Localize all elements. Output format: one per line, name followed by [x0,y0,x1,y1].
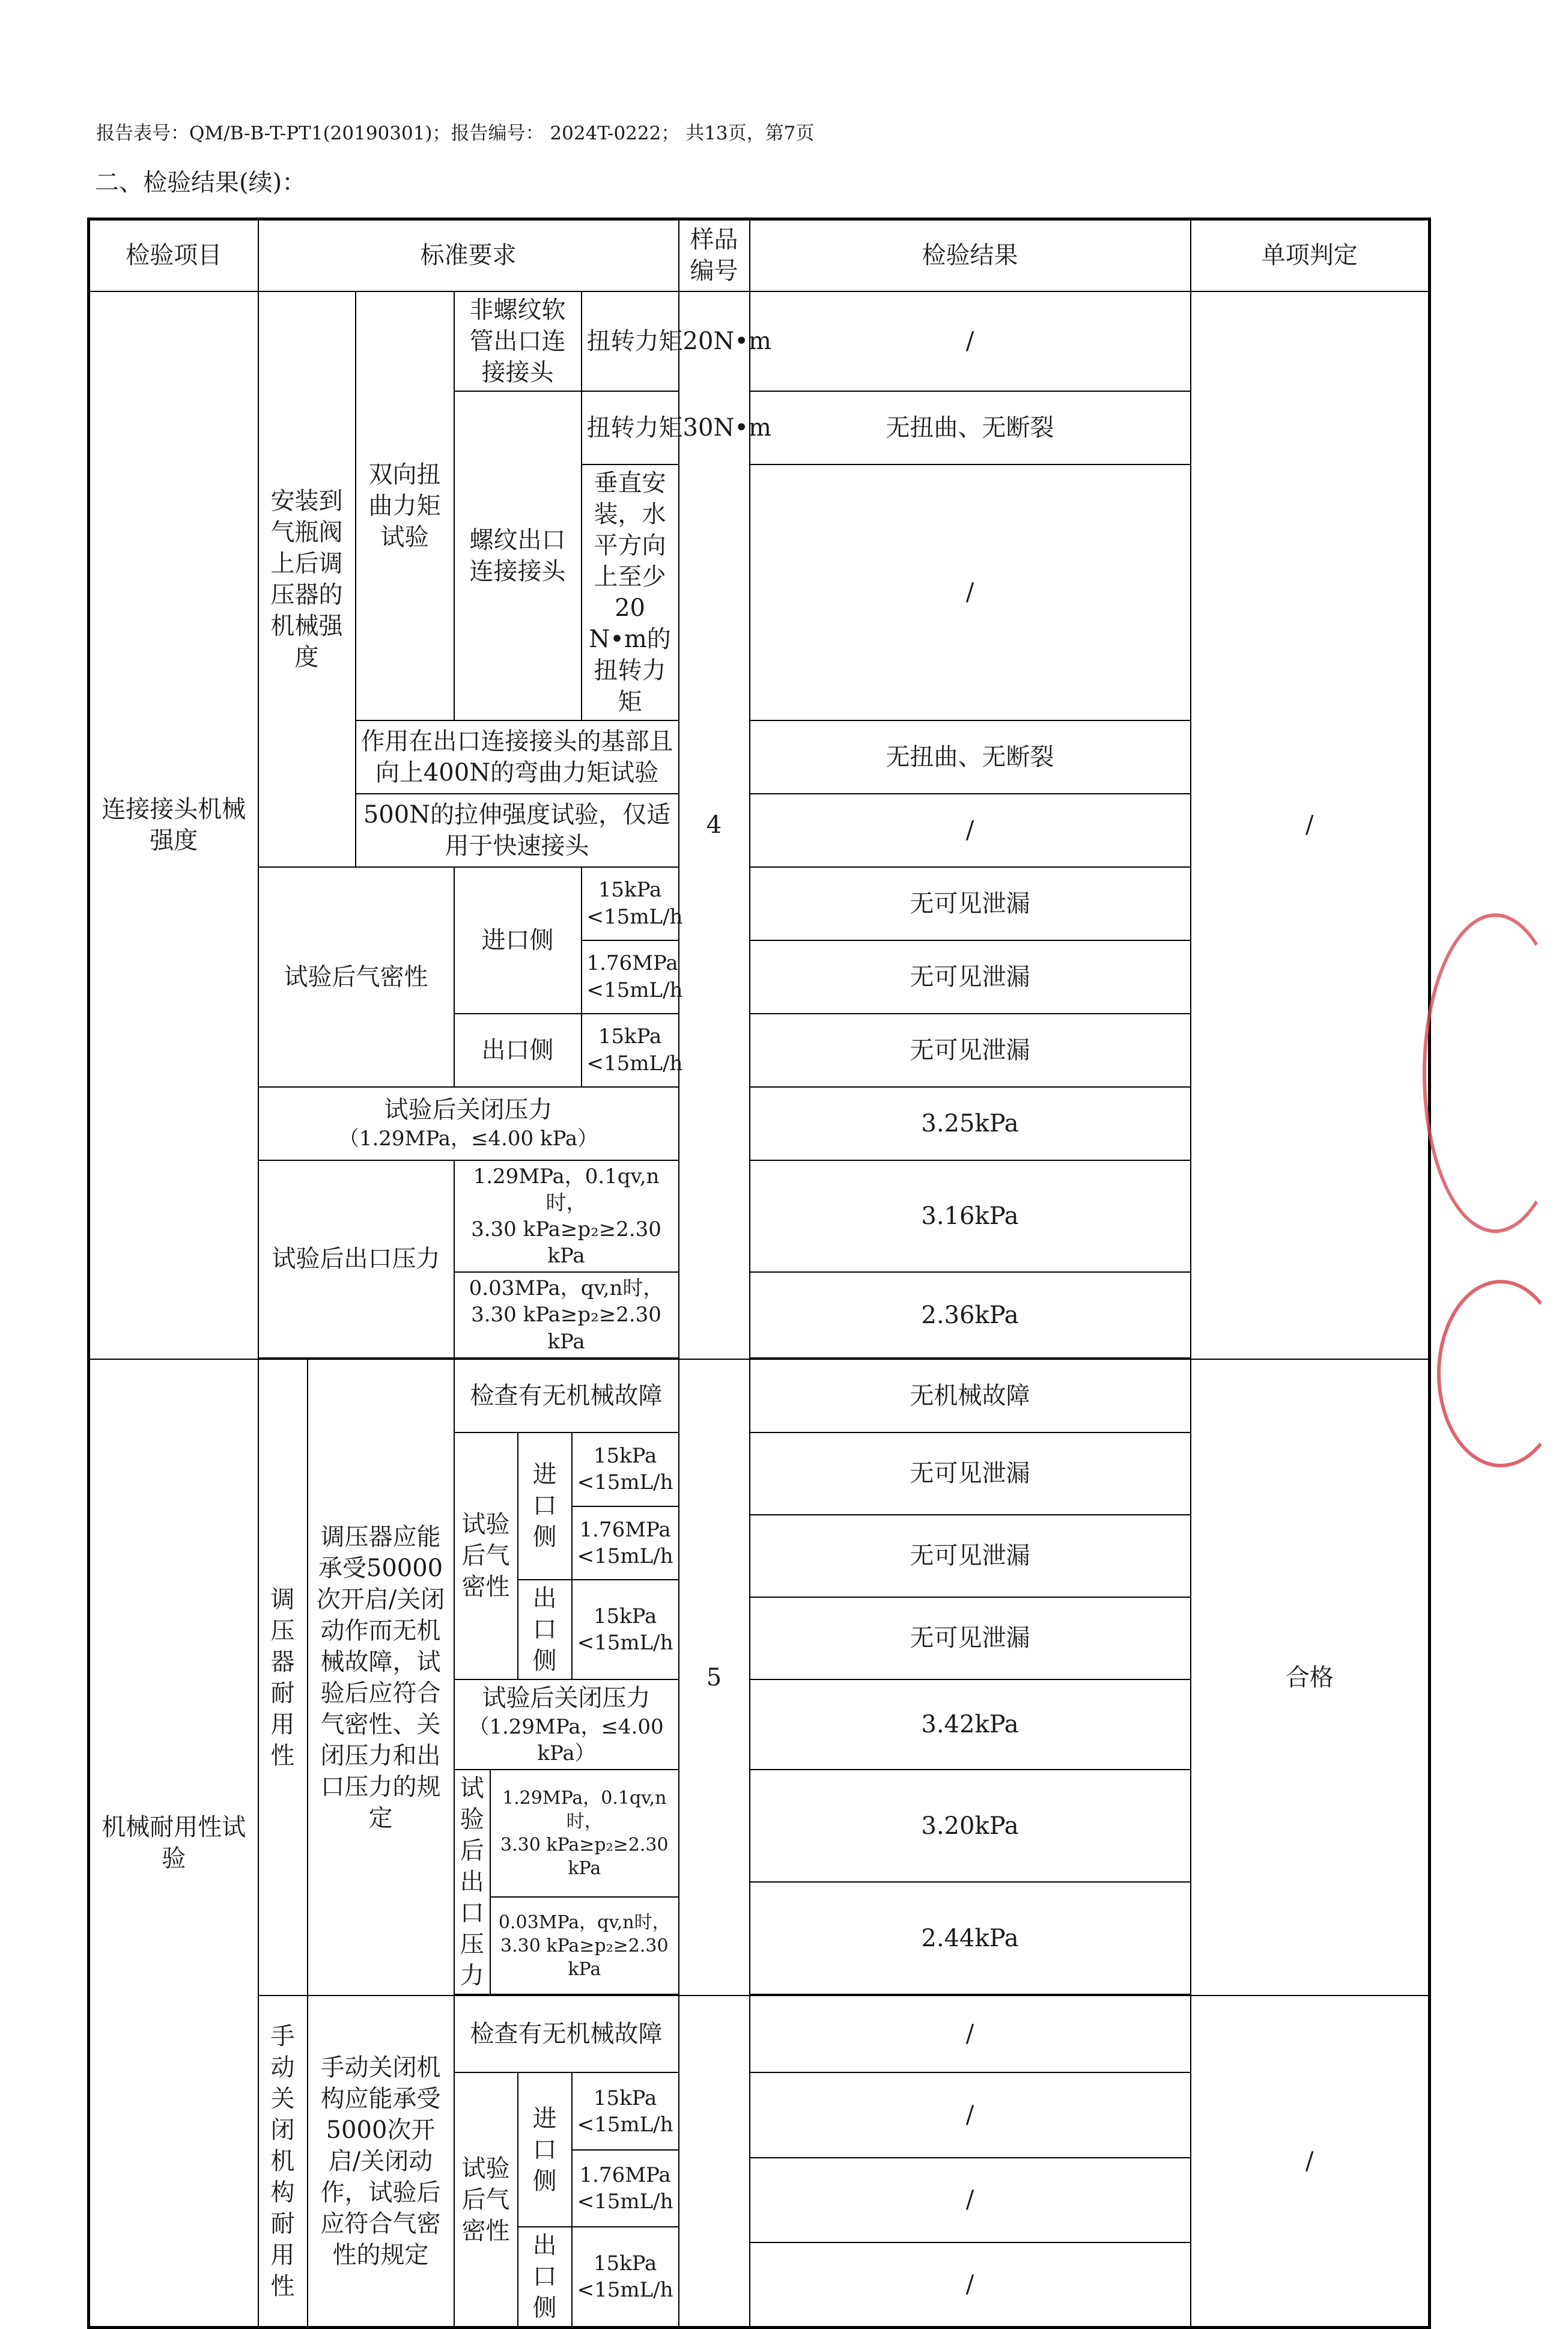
judgement-cell: / [1191,1996,1430,2328]
sample-number-4: 4 [679,291,750,1359]
req-vertical-torque: 垂直安装，水平方向上至少20 N•m的扭转力矩 [582,464,679,720]
out-cond-2 [490,1897,678,1994]
cond-15kpa: 15kPa <15mL/h [572,2073,678,2150]
out-cond-2-a: 0.03MPa，qv,n时， [469,1276,664,1301]
label-regulator-durability: 调 压 器 耐 用 性 [258,1359,308,1996]
result-cell: 2.44kPa [750,1882,1191,1994]
inspection-results-table [87,218,1431,2329]
req-man-inlet: 进口侧 [518,2073,572,2227]
result-cell: 无可见泄漏 [750,867,1191,940]
result-cell: / [750,794,1191,867]
label-manual-durability: 手 动 关 闭 机 构 耐 用 性 [258,1996,308,2328]
req-outlet: 出口侧 [454,1014,582,1087]
result-cell: 无可见泄漏 [750,1597,1191,1679]
req-man-outlet: 出口侧 [518,2227,572,2326]
man-airtight-subtable [455,2073,678,2326]
table-row [89,291,1430,391]
result-cell: / [750,2242,1191,2328]
req-non-thread: 非螺纹软管出口连接接头 [454,291,582,391]
out-cond-1-b: 3.30 kPa≥p₂≥2.30 kPa [471,1217,661,1268]
table-header-row [89,219,1430,291]
req-man-check-fault: 检查有无机械故障 [454,1996,679,2072]
req-airtight: 试验后气密性 [258,867,454,1087]
result-cell: / [750,291,1191,391]
req-inlet-2: 进口侧 [518,1433,572,1580]
req-torque-test: 双向扭曲力矩试验 [356,291,454,720]
req-close-pressure-2 [454,1679,679,1770]
out-cond-2-b: 3.30 kPa≥p₂≥2.30 kPa [500,1935,669,1980]
result-cell: 2.36kPa [750,1272,1191,1358]
man-airtight-block [454,2072,679,2328]
sample-number-5: 5 [679,1359,750,1996]
close-pressure-label: 试验后关闭压力 [384,1096,553,1124]
req-outlet-2: 出口侧 [518,1580,572,1679]
out-cond-1-a: 1.29MPa，0.1qv,n时， [473,1164,660,1215]
result-cell: 无扭曲、无断裂 [750,391,1191,464]
red-seal-stamp [1437,1280,1564,1467]
result-cell: 3.25kPa [750,1087,1191,1160]
result-cell: 无可见泄漏 [750,1014,1191,1087]
cond-15kpa: 15kPa <15mL/h [572,2227,678,2326]
red-seal-stamp [1423,913,1568,1233]
item-mech-durability: 机械耐用性试验 [89,1359,258,2328]
section-title: 二、检验结果(续)： [95,169,306,196]
req-thread: 螺纹出口连接接头 [454,391,582,720]
report-header: 报告表号：QM/B-B-T-PT1(20190301)；报告编号： 2024T-0222； 共13页，第7页 [96,123,815,144]
close-pressure-label: 试验后关闭压力 [482,1684,651,1712]
airtight-subtable [455,1433,678,1679]
req-close-pressure [258,1087,679,1160]
close-pressure-condition: （1.29MPa，≤4.00 kPa） [338,1127,598,1151]
judgement-cell: / [1191,291,1430,1359]
col-header-sample: 样品编号 [679,219,750,291]
table-row [89,1359,1430,1432]
out-cond-1-b: 3.30 kPa≥p₂≥2.30 kPa [500,1834,669,1880]
cond-15kpa: 15kPa <15mL/h [582,1014,679,1087]
req-torque-30: 扭转力矩30N•m [582,391,679,464]
judgement-cell: 合格 [1191,1359,1430,1996]
item-connector-strength: 连接接头机械强度 [89,291,258,1359]
req-inlet: 进口侧 [454,867,582,1014]
req-airtight-2: 试验后气密性 [455,1433,518,1679]
result-cell: 无可见泄漏 [750,1432,1191,1515]
airtight-block [454,1432,679,1679]
result-cell: 3.42kPa [750,1679,1191,1770]
cond-176mpa: 1.76MPa <15mL/h [572,2150,678,2227]
cond-176mpa: 1.76MPa <15mL/h [582,940,679,1014]
req-check-fault: 检查有无机械故障 [454,1359,679,1432]
sample-empty [679,1996,750,2328]
cond-15kpa: 15kPa <15mL/h [582,867,679,940]
result-cell: 无机械故障 [750,1359,1191,1432]
result-cell: 无扭曲、无断裂 [750,720,1191,794]
col-header-item: 检验项目 [89,219,258,291]
col-header-requirement: 标准要求 [258,219,679,291]
out-cond-1 [454,1160,679,1273]
req-man-airtight: 试验后气密性 [455,2073,518,2326]
out-cond-1-a: 1.29MPa，0.1qv,n时， [502,1788,667,1833]
req-torque-20: 扭转力矩20N•m [582,291,679,391]
outlet-pressure-subtable [455,1770,678,1994]
result-cell: 3.16kPa [750,1160,1191,1273]
req-outlet-pressure-2: 试验 后出 口压 力 [455,1770,491,1994]
close-pressure-condition: （1.29MPa，≤4.00 kPa） [469,1714,664,1765]
out-cond-2-a: 0.03MPa，qv,n时， [498,1911,670,1933]
cond-176mpa: 1.76MPa <15mL/h [572,1506,678,1580]
result-cell: / [750,2072,1191,2158]
col-header-judgement: 单项判定 [1191,219,1430,291]
result-cell: 无可见泄漏 [750,1515,1191,1597]
result-cell: / [750,1996,1191,2072]
outlet-pressure-block [454,1770,679,1994]
req-tensile: 500N的拉伸强度试验，仅适用于快速接头 [356,794,679,867]
result-cell: / [750,464,1191,720]
req-regulator-desc: 调压器应能承受50000次开启/关闭动作而无机械故障，试验后应符合气密性、关闭压力和出口压力的规定 [308,1359,454,1996]
result-cell: 无可见泄漏 [750,940,1191,1014]
cond-15kpa: 15kPa <15mL/h [572,1433,678,1506]
req-bending: 作用在出口连接接头的基部且向上400N的弯曲力矩试验 [356,720,679,794]
result-cell: 3.20kPa [750,1770,1191,1882]
cond-15kpa: 15kPa <15mL/h [572,1580,678,1679]
out-cond-2 [454,1272,679,1358]
req-mech-strength: 安装到气瓶阀上后调压器的机械强度 [258,291,356,867]
col-header-result: 检验结果 [750,219,1191,291]
req-outlet-pressure: 试验后出口压力 [258,1160,454,1358]
req-manual-desc: 手动关闭机构应能承受5000次开启/关闭动作，试验后应符合气密性的规定 [308,1996,454,2328]
out-cond-2-b: 3.30 kPa≥p₂≥2.30 kPa [471,1303,661,1354]
out-cond-1 [490,1770,678,1897]
result-cell: / [750,2158,1191,2243]
table-row [89,1996,1430,2072]
